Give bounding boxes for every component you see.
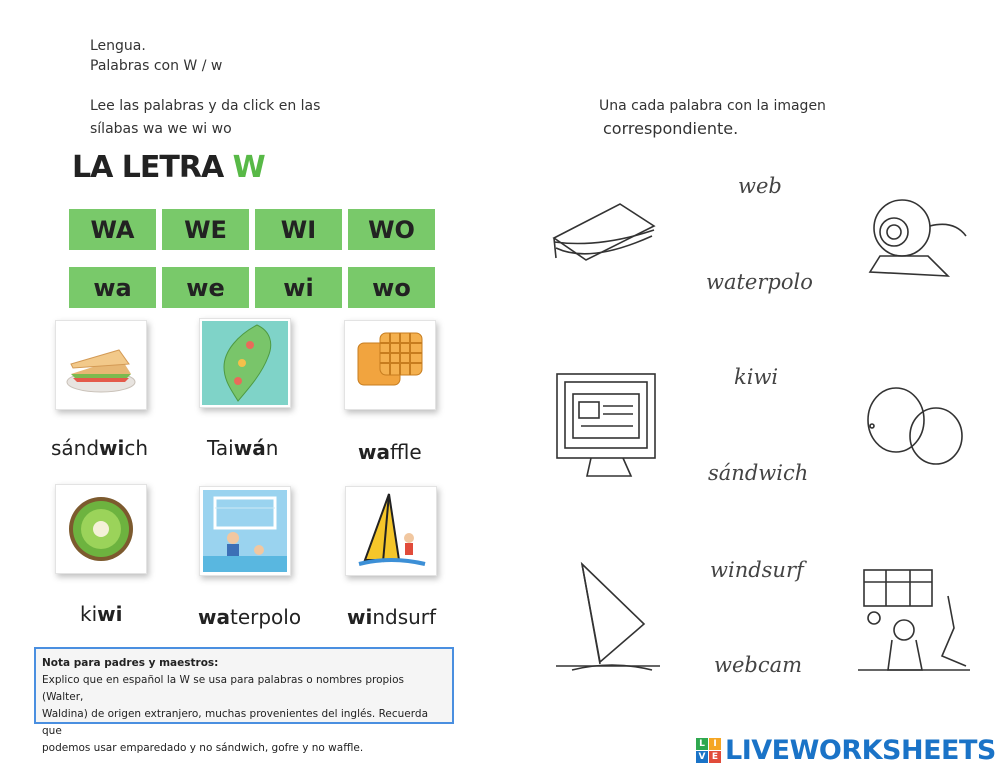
note-line-2: Waldina) de origen extranjero, muchas provenientes del inglés. Recuerda que [42,708,428,737]
match-word-kiwi[interactable]: kiwi [734,365,779,389]
kiwi-icon [66,494,136,564]
word-caption-waterpolo: waterpolo [198,605,302,629]
sandwich-card [55,320,147,410]
syllable-button-WA[interactable]: WA [69,209,156,250]
word-caption-taiwan: Taiwán [207,436,279,460]
word-caption-kiwi: kiwi [80,602,123,626]
taiwan-map-icon [202,321,288,405]
syllable-button-WI[interactable]: WI [255,209,342,250]
webcam-drawing[interactable] [858,190,970,282]
waffle-card [344,320,436,410]
windsurf-icon [353,490,429,572]
brand-name: LIVEWORKSHEETS [725,735,996,766]
page-title [72,150,265,185]
liveworksheets-logo [696,735,996,766]
instruction-right-2: correspondiente. [603,119,739,138]
syllable-button-WO[interactable]: WO [348,209,435,250]
kiwi-card [55,484,147,574]
sandwich-icon [61,330,141,400]
taiwan-card [199,318,291,408]
match-word-webcam[interactable]: webcam [714,653,803,677]
waffle-icon [352,329,428,401]
syllable-button-wo[interactable]: wo [348,267,435,308]
waterpolo-card [199,486,291,576]
word-caption-sandwich: sándwich [51,436,149,460]
windsurf-card [345,486,437,576]
syllable-button-we[interactable]: we [162,267,249,308]
parent-note [34,647,454,754]
note-line-3: podemos usar emparedado y no sándwich, gofre y no waffle. [42,742,364,754]
sandwich-drawing[interactable] [550,198,660,273]
web-computer-drawing[interactable] [553,370,659,482]
kiwi-drawing[interactable] [862,382,966,468]
match-word-windsurf[interactable]: windsurf [710,558,804,582]
syllable-button-wa[interactable]: wa [69,267,156,308]
title-main: LA LETRA [72,150,233,185]
syllable-button-WE[interactable]: WE [162,209,249,250]
match-word-web[interactable]: web [738,174,782,198]
instruction-left-1: Lee las palabras y da click en las [90,98,321,114]
instruction-left-2: sílabas wa we wi wo [90,121,232,137]
match-word-sandwich[interactable]: sándwich [708,461,809,485]
word-caption-windsurf: windsurf [347,605,437,629]
syllable-button-wi[interactable]: wi [255,267,342,308]
note-line-1: Explico que en español la W se usa para palabras o nombres propios (Walter, [42,674,404,703]
title-accent: W [232,150,265,185]
windsurf-drawing[interactable] [552,558,664,676]
instruction-right-1: Una cada palabra con la imagen [599,98,826,114]
match-word-waterpolo[interactable]: waterpolo [706,270,813,294]
word-caption-waffle: waffle [358,440,422,464]
subject-label: Lengua. [90,38,146,54]
note-heading: Nota para padres y maestros: [42,657,219,669]
waterpolo-drawing[interactable] [858,566,970,676]
waterpolo-icon [203,490,287,572]
live-badge-icon: L I V E [696,738,721,763]
topic-label: Palabras con W / w [90,58,223,74]
